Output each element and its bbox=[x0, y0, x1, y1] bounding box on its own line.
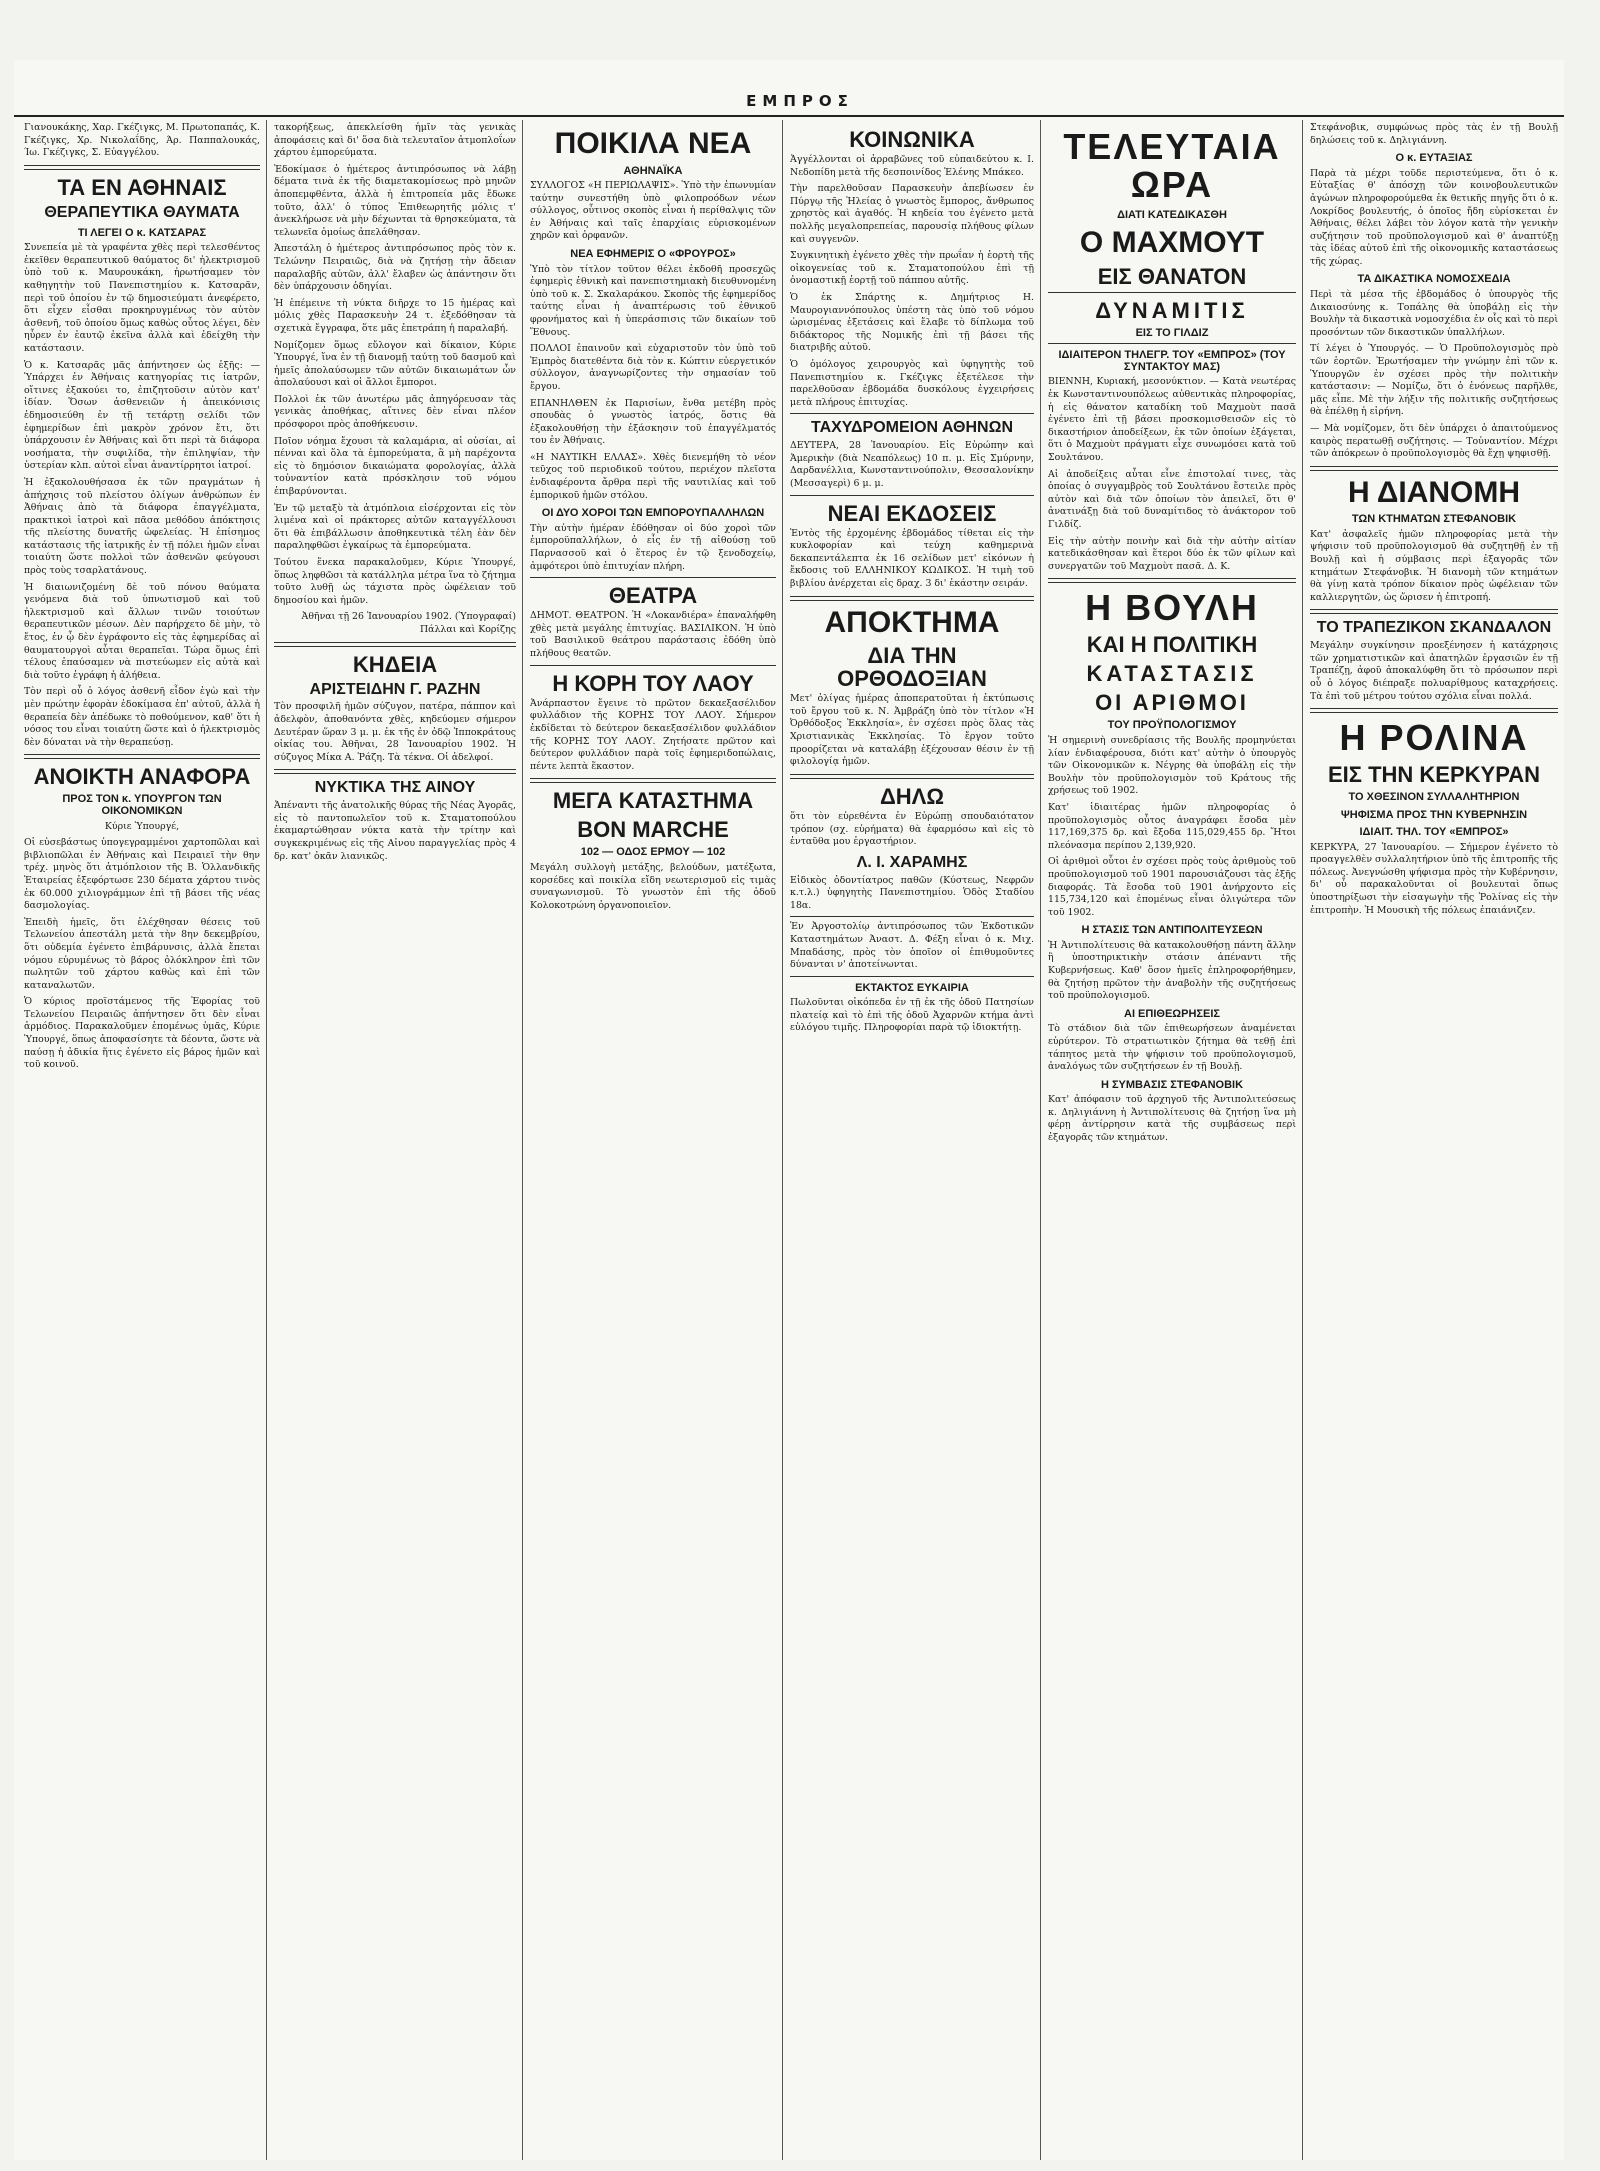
column-5 bbox=[1048, 122, 1296, 2157]
masthead: ΕΜΠΡΟΣ bbox=[746, 92, 854, 110]
article-text: Ἀπεστάλη ὁ ἡμέτερος ἀντιπρόσωπος πρὸς τὸν κ. Τελώνην Πειραιῶς, διὰ νὰ ζητήσῃ τὴν ἄδειαν παραλαβῆς αὐτῶν, ἀλλ' ἔλαβεν ὡς ἀπάντησιν ὅτι δὲν ὑπάρχουσιν ὁδηγίαι. bbox=[274, 243, 516, 293]
headline: ΕΙΣ ΤΗΝ ΚΕΡΚΥΡΑΝ bbox=[1327, 761, 1541, 787]
article-text: Ἡ διαιωνιζομένη δὲ τοῦ πόνου θαύματα γενόμενα διὰ τοῦ ὑπνωτισμοῦ καὶ τοῦ ἠλεκτρισμοῦ καὶ ἄλλων τινῶν τοιούτων θεραπευτικῶν μέσων. Δὲν παρήρχετο δὲ μὴν, τὸ ἔτος, ἐν ᾧ δὲν ἐγράφοντο εἰς τὰς ἐφημερίδας αἱ θαυματουργοὶ αὗται θεραπεῖαι. Τώρα ὅμως ἐπὶ τέλους ἐπαύσαμεν νὰ πιστεύωμεν εἰς αὐτὰ καὶ διὰ τοῦτο ἐγράφη ἡ ἀλήθεια. bbox=[24, 581, 260, 681]
article-text: Ἐντὸς τῆς ἐρχομένης ἑβδομάδος τίθεται εἰς τὴν κυκλοφορίαν καὶ τεύχη καθημερινὰ δεκαπεντάλεπτα ἐκ 16 σελίδων μετ' εἰκόνων ἡ ἔκδοσις τοῦ ΕΛΛΗΝΙΚΟΥ ΚΩΔΙΚΟΣ. Ἡ τιμὴ τοῦ βιβλίου ἀνέρχεται εἰς δραχ. 3 δι' ἑκάστην σειράν. bbox=[790, 527, 1034, 590]
headline: ΤΑΧΥΔΡΟΜΕΙΟΝ ΑΘΗΝΩΝ bbox=[810, 419, 1013, 437]
subheading: ΤΑ ΔΙΚΑΣΤΙΚΑ ΝΟΜΟΣΧΕΔΙΑ bbox=[1357, 273, 1511, 286]
subheading: ΨΗΦΙΣΜΑ ΠΡΟΣ ΤΗΝ ΚΥΒΕΡΝΗΣΙΝ bbox=[1340, 808, 1528, 821]
article-text: Οἱ ἀριθμοὶ οὗτοι ἐν σχέσει πρὸς τοὺς ἀριθμοὺς τοῦ προϋπολογισμοῦ τοῦ 1901 παρουσιάζουσι τὰς ἑξῆς διαφοράς. Τὰ ἔσοδα τοῦ 1901 ἀνήρχοντο εἰς 115,734,120 καὶ ἑπομένως εἶναι ὀλιγώτερα τῶν τοῦ 1902. bbox=[1048, 856, 1296, 918]
divider bbox=[1310, 609, 1558, 614]
article-text: Ὁ ὁμόλογος χειρουργὸς καὶ ὑφηγητὴς τοῦ Πανεπιστημίου κ. Γκέζιγκς ἐξετέλεσε τὴν παρελθοῦσαν ἑβδομάδα δυσκόλους ἐγχειρήσεις μετὰ πλήρους ἐπιτυχίας. bbox=[790, 359, 1034, 408]
article-text: Οἱ εὐσεβάστως ὑπογεγραμμένοι χαρτοπῶλαι καὶ βιβλιοπῶλαι ἐν Ἀθήναις καὶ Πειραιεῖ τὴν θην τρέχ. μηνὸς ὅτι ἀτμόπλοιον τῆς Β. Ὁλλανδικῆς Ἑταιρείας ἐξεφόρτωσε 230 δέματα χάρτου τινὸς ἐκ 60.000 χιλιογράμμων ἐπὶ τῇ βάσει τῆς νέας δασμολογίας. bbox=[24, 837, 260, 912]
column-6 bbox=[1310, 122, 1558, 2157]
subheading: Η ΣΥΜΒΑΣΙΣ ΣΤΕΦΑΝΟΒΙΚ bbox=[1100, 1078, 1244, 1091]
article-text: ΔΕΥΤΕΡΑ, 28 Ἰανουαρίου. Εἰς Εὐρώπην καὶ Ἀμερικὴν (διὰ Νεαπόλεως) 10 π. μ. Εἰς Σμύρνην, Δαρδανέλλια, Κωνσταντινούπολιν, Θεσσαλονίκην (Μεσσαγερὶ) 6 μ. μ. bbox=[790, 440, 1034, 489]
article-text: Μεγάλη συλλογὴ μετάξης, βελούδων, ματέξωτα, κορσέδες καὶ ποικίλα εἴδη νεωτερισμοῦ εἰς τιμὰς συναγωνισμοῦ. Τὸ γνωστὸν ἐπὶ τῆς ὁδοῦ Κολοκοτρώνη ὀργανοποιεῖον. bbox=[530, 862, 776, 911]
article-text: Κύριε Ὑπουργέ, bbox=[104, 820, 180, 832]
article-text: Ἐν Ἀργοστολίῳ ἀντιπρόσωπος τῶν Ἐκδοτικῶν Καταστημάτων Ἀναστ. Δ. Φέξη εἶναι ὁ κ. Μιχ. Μπαδάσης, πρὸς τὸν ὁποῖον οἱ ἐπιθυμοῦντες δύνανται ν' ἀποτείνωνται. bbox=[790, 921, 1034, 971]
article-text: Ποῖον νόημα ἔχουσι τὰ καλαμάρια, αἱ οὐσίαι, αἱ πένναι καὶ ὅλα τὰ ἐμπορεύματα, ἃ μὴ παρέχοντα εἰς τὸ δημόσιον δικαιώματα φορολογίας, ἀλλὰ τοὐναντίον κατὰ πρόσκλησιν τοῦ νόμου ἐπιβαρύνονται. bbox=[274, 435, 516, 498]
article-text: Ἡ σημερινὴ συνεδρίασις τῆς Βουλῆς προμηνύεται λίαν ἐνδιαφέρουσα, διότι κατ' αὐτὴν ὁ ὑπουργὸς τῶν Οἰκονομικῶν κ. Νέγρης θὰ ὑποβάλῃ εἰς τὴν Βουλὴν τὸν προϋπολογισμὸν τοῦ Κράτους τῆς χρήσεως τοῦ 1902. bbox=[1048, 735, 1296, 797]
subheading: ΙΔΙΑΙΤ. ΤΗΛ. ΤΟΥ «ΕΜΠΡΟΣ» bbox=[1359, 826, 1509, 839]
article-text: Ὁ ἐκ Σπάρτης κ. Δημήτριος Η. Μαυρογιαννόπουλος ὑπέστη τὰς ὑπὸ τοῦ νόμου ὡρισμένας ἐξετάσεις καὶ ἔλαβε τὸ δίπλωμα τοῦ διδάκτορος τῆς Νομικῆς ἐπὶ τῇ βάσει τῆς διατριβῆς αὐτοῦ. bbox=[790, 292, 1034, 354]
article-text: Ὑπὸ τὸν τίτλον τοῦτον θέλει ἐκδοθῆ προσεχῶς ἐφημερὶς ἐθνικὴ καὶ πανεπιστημιακὴ διευθυνομένη ὑπὸ τοῦ κ. Σ. Σκαλαράκου. Σκοπὸς τῆς ἐφημερίδος ταύτης εἶναι ἡ ἀναπτέρωσις τοῦ ἐθνικοῦ φρονήματος καὶ ἡ ὑπεράσπισις τῶν δικαίων τοῦ Ἔθνους. bbox=[530, 263, 776, 338]
headline: ΟΙ ΑΡΙΘΜΟΙ bbox=[1095, 690, 1249, 716]
article-text: Περὶ τὰ μέσα τῆς ἑβδομάδος ὁ ὑπουργὸς τῆς Δικαιοσύνης κ. Τοπάλης θὰ ὑποβάλῃ εἰς τὴν Βουλὴν τὰ δικαστικὰ νομοσχέδια ἐν οἷς καὶ τὸ περὶ προσόντων τῶν δικαστικῶν ὑπαλλήλων. bbox=[1310, 289, 1558, 338]
subheading: 102 — ΟΔΟΣ ΕΡΜΟΥ — 102 bbox=[580, 846, 726, 859]
column-divider bbox=[1040, 120, 1041, 2160]
headline: ΘΕΑΤΡΑ bbox=[608, 583, 698, 609]
divider bbox=[530, 778, 776, 783]
divider bbox=[790, 774, 1034, 779]
divider bbox=[530, 577, 776, 578]
headline: ΜΕΓΑ ΚΑΤΑΣΤΗΜΑ bbox=[552, 788, 754, 814]
article-text: ΣΥΛΛΟΓΟΣ «Η ΠΕΡΙΩΛΑΨΙΣ». Ὑπὸ τὴν ἐπωνυμίαν ταύτην συνεστήθη ὑπὸ φιλοπροόδων νέων σύλλογος, οὗτινος σκοπὸς εἶναι ἡ περίθαλψις τῶν ἐν Ἀθήναις καὶ ταῖς ἐπαρχίαις εὑρισκομένων χηρῶν καὶ ὀρφανῶν. bbox=[530, 180, 776, 242]
headline: ΤΟ ΤΡΑΠΕΖΙΚΟΝ ΣΚΑΝΔΑΛΟΝ bbox=[1316, 619, 1552, 637]
article-text: ΠΟΛΛΟΙ ἐπαινοῦν καὶ εὐχαριστοῦν τὸν ὑπὸ τοῦ Ἐμπρὸς διατεθέντα διὰ τὸν κ. Κώπτιν εὐεργετικόν σύλλογον, ἀναγνωρίζοντες τὴν σημασίαν τοῦ ἔργου. bbox=[530, 343, 776, 392]
article-text: τακορήξεως, ἀπεκλείσθη ἡμῖν τὰς γενικὰς ἀποφάσεις καὶ δι' ὅσα διὰ τελευταῖον ἀτμοπλοΐων χάρτου ἐμπορεύματα. bbox=[274, 122, 516, 159]
divider bbox=[790, 413, 1034, 414]
headline: Η ΔΙΑΝΟΜΗ bbox=[1347, 475, 1521, 509]
article-text: ὅτι τὸν εὑρεθέντα ἐν Εὐρώπῃ σπουδαιότατον τρόπον (σχ. εὑρήματα) θὰ ἐφαρμόσω καὶ εἰς τὸ ἐνταῦθα μου ἐργαστήριον. bbox=[790, 810, 1034, 848]
article-text: Μετ' ὀλίγας ἡμέρας ἀποπερατοῦται ἡ ἐκτύπωσις τοῦ ἔργου τοῦ κ. Ν. Ἀμβράζη ὑπὸ τὸν τίτλον «Ἡ Ὀρθόδοξος Ἐκκλησία», ἐν σχέσει πρὸς ὅλας τὰς Χριστιανικὰς Ἐκκλησίας. Τὸ ἔργον τοῦτο προορίζεται νὰ καταλάβῃ ἐξέχουσαν θέσιν ἐν τῇ φιλολογίᾳ ἡμῶν. bbox=[790, 693, 1034, 768]
article-text: ΕΠΑΝΗΛΘΕΝ ἐκ Παρισίων, ἔνθα μετέβη πρὸς σπουδὰς ὁ γνωστὸς ἰατρός, ὅστις θὰ ἐξακολουθήσῃ τὴν ἐξάσκησιν τοῦ ἐπαγγέλματός του ἐν Ἀθήναις. bbox=[530, 397, 776, 447]
article-text: Κατ' ἀσφαλεῖς ἡμῶν πληροφορίας μετὰ τὴν ψήφισιν τοῦ προϋπολογισμοῦ θὰ συζητηθῇ ἐν τῇ Βουλῇ καὶ ἡ σύμβασις περὶ ἐξαγορᾶς τῶν κτημάτων Στεφάνοβικ. Ἡ διανομὴ τῶν κτημάτων θὰ γίνῃ κατὰ τρόπον δίκαιον πρὸς ὠφέλειαν τῶν καλλιεργητῶν, ὡς ὥρισεν ἡ ἐπιτροπή. bbox=[1310, 528, 1558, 603]
article-text: Στεφάνοβικ, συμφώνως πρὸς τὰς ἐν τῇ Βουλῇ δηλώσεις τοῦ κ. Δηλιγιάννη. bbox=[1310, 122, 1558, 146]
article-text: Τί λέγει ὁ Ὑπουργός. — Ὁ Προϋπολογισμὸς πρὸ τῶν ἑορτῶν. Ἐρωτήσαμεν τὴν γνώμην ἐπὶ τῶν κ. Ὑπουργῶν ἐν σχέσει πρὸς τὴν πολιτικὴν κατάστασιν: — Νομίζω, ὅτι ὁ ἐνόνεως παρῆλθε, μᾶς εἶπε. Μὲ τὴν λήξιν τῆς πολιτικῆς συζητήσεως θὰ ἐπέλθῃ ἡ εἰρήνη. bbox=[1310, 343, 1558, 418]
headline: ΚΑΙ Η ΠΟΛΙΤΙΚΗ bbox=[1086, 632, 1258, 658]
column-3 bbox=[530, 122, 776, 2157]
headline: ΝΕΑΙ ΕΚΔΟΣΕΙΣ bbox=[827, 500, 997, 526]
divider bbox=[1048, 343, 1296, 344]
article-text: Συνεπεία μὲ τὰ γραφέντα χθὲς περὶ τελεσθέντος ἐκεῖθεν θεραπευτικοῦ θαύματος δι' ἠλεκτρισμοῦ ὑπὸ τοῦ κ. Μαυρουκάκη, ἠρωτήσαμεν τὸν καθηγητὴν τοῦ Πανεπιστημίου κ. Κατσαρᾶν, περὶ τοῦ ὁποίου ἐν τῷ δημοσιεύματι ἀνεφέρετο, ὅτι εἶχεν εἶσθαι προκηρυγμένως τὸν αὐτὸν ἀσθενῆ, τοῦ ὁποίου ὅμως καθὼς οὗτος λέγει, δὲν ηὗρεν ἐν ἑαυτῷ ἐκεῖνα ἀλλὰ καὶ ἐδείχθη τὴν κατάστασιν. bbox=[24, 242, 260, 354]
subheading: ΙΔΙΑΙΤΕΡΟΝ ΤΗΛΕΓΡ. ΤΟΥ «ΕΜΠΡΟΣ» (ΤΟΥ ΣΥΝΤΑΚΤΟΥ ΜΑΣ) bbox=[1058, 349, 1286, 373]
article-text: Ὁ κύριος προϊστάμενος τῆς Ἐφορίας τοῦ Τελωνείου Πειραιῶς ἀπήντησεν ὅτι δὲν εἶναι ἁρμόδιος. Παρακαλοῦμεν ἑπομένως ὑμᾶς, Κύριε Ὑπουργέ, ὅπως ἀποφασίσητε τὰ δέοντα, ὥστε νὰ παύσῃ ἡ ἀδικία ἥτις ἐγένετο εἰς βάρος ἡμῶν καὶ τοῦ κοινοῦ. bbox=[24, 996, 260, 1071]
divider bbox=[790, 495, 1034, 496]
column-divider bbox=[266, 120, 267, 2160]
article-text: Ἐπειδὴ ἡμεῖς, ὅτι ἐλέχθησαν θέσεις τοῦ Τελωνείου ἀπεστάλη μετὰ τὴν 8ην δεκεμβρίου, ὅτι οὐδεμία ἐγένετο ἐπιβάρυνσις, ἀλλὰ ἔπεται νόμου εὐρυμένως τὸ βάρος ὁλόκληρον ἐπὶ τῶν πωλητῶν τοῦ χάρτου καθὼς καὶ ἐπὶ τῶν καταναλωτῶν. bbox=[24, 916, 260, 991]
subheading: ΤΟ ΧΘΕΣΙΝΟΝ ΣΥΛΛΑΛΗΤΗΡΙΟΝ bbox=[1348, 791, 1520, 804]
subheading: ΤΩΝ ΚΤΗΜΑΤΩΝ ΣΤΕΦΑΝΟΒΙΚ bbox=[1351, 513, 1517, 526]
divider bbox=[1048, 292, 1296, 293]
subheading: ΝΕΑ ΕΦΗΜΕΡΙΣ Ο «ΦΡΟΥΡΟΣ» bbox=[570, 248, 736, 261]
article-text: Τὸν προσφιλῆ ἡμῶν σύζυγον, πατέρα, πάππον καὶ ἀδελφὸν, ἀποθανόντα χθὲς, κηδεύομεν σήμερον Δευτέραν ὥραν 3 μ. μ. ἐκ τῆς ἐν ὁδῷ Ἱπποκράτους οἰκίας του. Ἀθῆναι, 28 Ἰανουαρίου 1902. Ἡ σύζυγος Μίκα Α. Ῥάζη. Τὰ τέκνα. Οἱ ἀδελφοί. bbox=[274, 701, 516, 763]
subheading: Ο κ. ΕΥΤΑΞΙΑΣ bbox=[1395, 152, 1473, 165]
divider bbox=[1048, 578, 1296, 583]
article-text: — Μὰ νομίζομεν, ὅτι δὲν ὑπάρχει ὁ ἀπαιτούμενος καιρὸς περατωθῇ συζήτησις. — Τοὐναντίον. Μέχρι τῶν ἀπόκρεων ὁ προϋπολογισμὸς θὰ ἔχῃ ψηφισθῇ. bbox=[1310, 422, 1558, 460]
divider bbox=[1310, 708, 1558, 713]
divider bbox=[274, 642, 516, 647]
divider bbox=[24, 754, 260, 759]
divider bbox=[790, 976, 1034, 977]
headline: ΔΗΛΩ bbox=[879, 783, 944, 809]
article-text: Γιανουκάκης, Χαρ. Γκέζιγκς, Μ. Πρωτοπαπάς, Κ. Γκέζιγκς, Χρ. Νικολαΐδης, Άρ. Παππαλουκάς, Ίω. Γκέζιγκς, Σ. Εὐαγγέλου. bbox=[24, 122, 260, 159]
article-text: Τὸ στάδιον διὰ τῶν ἐπιθεωρήσεων ἀναμένεται εὐρύτερον. Τὸ στρατιωτικὸν ζήτημα θὰ τεθῇ ἐπὶ τάπητος μετὰ τὴν ψήφισιν τοῦ προϋπολογισμοῦ, ἀναλόγως τῶν συζητήσεων ἐν τῇ Βουλῇ. bbox=[1048, 1023, 1296, 1073]
article-text: Πολλοὶ ἐκ τῶν ἀνωτέρω μᾶς ἀπηγόρευσαν τὰς γενικὰς ἀποθήκας, αἵτινες δὲν εἶναι πλέον πρόσφοροι πρὸς ἀποθήκευσιν. bbox=[274, 393, 516, 431]
article-text: Παρὰ τὰ μέχρι τοῦδε περιστεύμενα, ὅτι ὁ κ. Εὐταξίας θ' ἀπόσχῃ τῶν κοινοβουλευτικῶν ἀγώνων πληροφορούμεθα ἐκ θετικῆς πηγῆς ὅτι ὁ κ. Λοκρίδος βουλευτής, ὁ ὁποῖος ἤδη εὑρίσκεται ἐν Ἀθήναις, θέλει λάβει τὸν λόγον κατὰ τὴν γενικὴν συζήτησιν τοῦ προϋπολογισμοῦ καὶ θ' ἀναπτύξῃ τὰς ἰδέας αὐτοῦ ἐπὶ τῆς οἰκονομικῆς καταστάσεως τῆς χώρας. bbox=[1310, 167, 1558, 267]
article-text: Νομίζομεν ὅμως εὔλογον καὶ δίκαιον, Κύριε Ὑπουργέ, ἵνα ἐν τῇ διανομῇ ταύτῃ τοῦ δασμοῦ καὶ ἡμεῖς ἀπολαύσωμεν τῶν αὐτῶν δικαιωμάτων ὧν ἀπολαύουσι καὶ οἱ ἄλλοι ἔμποροι. bbox=[274, 339, 516, 389]
article-text: «Η ΝΑΥΤΙΚΗ ΕΛΛΑΣ». Χθὲς διενεμήθη τὸ νέον τεῦχος τοῦ περιοδικοῦ τούτου, περιέχον πλεῖστα ἐνδιαφέροντα ἄρθρα περὶ τῆς ναυτιλίας καὶ τοῦ ἐμπορικοῦ ἡμῶν στόλου. bbox=[530, 451, 776, 501]
article-text: ΚΕΡΚΥΡΑ, 27 Ἰανουαρίου. — Σήμερον ἐγένετο τὸ προαγγελθὲν συλλαλητήριον ὑπὸ τῆς ἐπιτροπῆς τῆς πόλεως. Ἀνεγνώσθη ψήφισμα πρὸς τὴν Κυβέρνησιν, δι' οὗ παρακαλοῦνται οἱ βουλευταὶ ὅπως ὑποστηρίξωσι τὴν εἰσαγωγὴν τῆς Ῥολίνας εἰς τὴν ἐπιτροπὴν. Ἡ Μουσικὴ τῆς πόλεως ἐπαιάνιζεν. bbox=[1310, 841, 1558, 916]
subheading: ΔΙΑΤΙ ΚΑΤΕΔΙΚΑΣΘΗ bbox=[1117, 208, 1227, 221]
headline: ΚΗΔΕΙΑ bbox=[352, 651, 438, 677]
article-text: Πωλοῦνται οἰκόπεδα ἐν τῇ ἐκ τῆς ὁδοῦ Πατησίων πλατείᾳ καὶ τὸ ἐπὶ τῆς ὁδοῦ Ἀχαρνῶν κτήμα ἀντὶ εὐλόγου τιμῆς. Πληροφορίαι παρὰ τῷ ἰδιοκτήτῃ. bbox=[790, 997, 1034, 1034]
article-text: Αἱ ἀποδείξεις αὗται εἶνε ἐπιστολαί τινες, τὰς ὁποίας ὁ συγγαμβρὸς τοῦ Σουλτάνου ἔστειλε πρὸς αὐτὸν καὶ διὰ τῶν ὁποίων τὸν ἀπειλεῖ, ὅτι θ' ἀνατινάξῃ διὰ τοῦ δυναμίτιδος τὸ ἀνάκτορον τοῦ Γιλδίζ. bbox=[1048, 468, 1296, 530]
article-text: Ἡ ἐπέμεινε τὴ νύκτα διῆρχε το 15 ἡμέρας καὶ μόλις χθὲς Παρασκευὴν 24 τ. ἐξεδόθησαν τὰ σχετικὰ ἔγγραφα, ὅτε μᾶς ἐπετράπη ἡ παραλαβή. bbox=[274, 297, 516, 334]
subheading: ΑΙ ΕΠΙΘΕΩΡΗΣΕΙΣ bbox=[1124, 1007, 1220, 1020]
article-text: Τὴν παρελθοῦσαν Παρασκευὴν ἀπεβίωσεν ἐν Πύργῳ τῆς Ἠλείας ὁ γνωστὸς ἔμπορος, ἄνθρωπος χρηστὸς καὶ ἀγαθός. Ἡ κηδεία του ἐγένετο μετὰ πολλῆς μεγαλοπρεπείας, παρουσίᾳ πλήθους φίλων καὶ συγγενῶν. bbox=[790, 183, 1034, 245]
article-text: Εἰς τὴν αὐτὴν ποινὴν καὶ διὰ τὴν αὐτὴν αἰτίαν κατεδικάσθησαν καὶ ἕτεροι δύο ἐκ τῶν φίλων καὶ συνεργατῶν τοῦ Μαχμοὺτ πασᾶ. Δ. Κ. bbox=[1048, 535, 1296, 572]
article-text: Μεγάλην συγκίνησιν προεξένησεν ἡ κατάχρησις τῶν χρηματιστικῶν καὶ ἀπατηλῶν ἐργασιῶν ἐν τῇ Τραπέζῃ, ἀφοῦ ἀποκαλύφθη ὅτι τὸ πρόσωπον περὶ οὗ ὁ λόγος διέπραξε πολυαρίθμους καταχρήσεις. Τὰ ἐπὶ τοῦ μέτρου τούτου σχόλια εἶναι πολλά. bbox=[1310, 640, 1558, 702]
subheading: ΤΙ ΛΕΓΕΙ Ο κ. ΚΑΤΣΑΡΑΣ bbox=[77, 226, 207, 239]
column-divider bbox=[1302, 120, 1303, 2160]
divider bbox=[1310, 466, 1558, 471]
column-1 bbox=[24, 122, 260, 2157]
headline: ΔΥΝΑΜΙΤΙΣ bbox=[1095, 297, 1249, 323]
column-2 bbox=[274, 122, 516, 2157]
column-divider bbox=[522, 120, 523, 2160]
article-text: Ἀνάρπαστον ἔγεινε τὸ πρῶτον δεκαεξασέλιδον φυλλάδιον τῆς ΚΟΡΗΣ ΤΟΥ ΛΑΟΥ. Σήμερον ἐκδίδεται τὸ δεύτερον δεκαεξασέλιδον φυλλάδιον τῆς ΚΟΡΗΣ ΤΟΥ ΛΑΟΥ. Ζητήσατε πρῶτον καὶ δεύτερον φυλλάδιον παρὰ τοῖς ἐφημεριδοπώλαις, πέντε λεπτὰ ἕκαστον. bbox=[530, 697, 776, 772]
subheading: ΟΙ ΔΥΟ ΧΟΡΟΙ ΤΩΝ ΕΜΠΟΡΟΥΠΑΛΛΗΛΩΝ bbox=[541, 507, 765, 520]
headline: ΚΑΤΑΣΤΑΣΙΣ bbox=[1086, 661, 1258, 687]
headline: Η ΡΟΛΙΝΑ bbox=[1339, 717, 1529, 759]
headline: ΘΕΡΑΠΕΥΤΙΚΑ ΘΑΥΜΑΤΑ bbox=[44, 203, 240, 221]
article-text: Κατ' ἀπόφασιν τοῦ ἀρχηγοῦ τῆς Ἀντιπολιτεύσεως κ. Δηλιγιάννη ἡ Ἀντιπολίτευσις θὰ ζητήσῃ ἵνα μὴ φέρῃ ἀντίρρησιν κατὰ τῆς συμβάσεως περὶ ἐξαγορᾶς τῶν κτημάτων. bbox=[1048, 1094, 1296, 1144]
column-4 bbox=[790, 122, 1034, 2157]
article-text: Ὁ κ. Κατσαρᾶς μᾶς ἀπήντησεν ὡς ἑξῆς: — Ὑπάρχει ἐν Ἀθήναις κατηγορίας τις ἰατρῶν, οἵτινες ἐξακούει το, ἐπιζητοῦσιν αὐτὸν κατ' ἰδίαν. Ὅσων ἀσθενειῶν ἡ ἀπεικόνισις ἐδημοσιεύθη ἐν τῇ τετάρτῃ σελίδι τῶν ἐφημερίδων ἐπὶ μακρὸν χρόνον ἔτι, ὅτι ὑπάρχουσιν ἐν Ἀθήναις καὶ ὅτι περὶ τὰ διάφορα νοσήματα, τὴν συφιλίδα, τὴν ἐπιληψίαν, τὴν ὑστερίαν κλπ. αὐτοὶ εἶναι ἀναντίρρητοι ἰατροί. bbox=[24, 359, 260, 472]
subheading: ΕΚΤΑΚΤΟΣ ΕΥΚΑΙΡΙΑ bbox=[855, 981, 969, 994]
divider bbox=[790, 596, 1034, 601]
subheading: ΤΟΥ ΠΡΟΫΠΟΛΟΓΙΣΜΟΥ bbox=[1107, 719, 1237, 732]
article-text: ΒΙΕΝΝΗ, Κυριακή, μεσονύκτιον. — Κατὰ νεωτέρας ἐκ Κωνσταντινουπόλεως αὐθεντικὰς πληροφορίας, ἡ εἰς θάνατον καταδίκη τοῦ Μαχμοὺτ πασᾶ ἐγένετο ἐπὶ τῇ βάσει προσκομισθεισῶν εἰς τὸ δικαστήριον ἀποδείξεων, ἐκ τῶν ὁποίων ἐξάγεται, ὅτι ὁ Μαχμοὺτ πράγματι εἶχε συνωμόσει κατὰ τοῦ Σουλτάνου. bbox=[1048, 376, 1296, 464]
headline: ΔΙΑ ΤΗΝ ΟΡΘΟΔΟΞΙΑΝ bbox=[837, 643, 987, 692]
headline: ΑΡΙΣΤΕΙΔΗΝ Γ. ΡΑΖΗΝ bbox=[309, 680, 481, 698]
subheading: ΠΡΟΣ ΤΟΝ κ. ΥΠΟΥΡΓΟΝ ΤΩΝ ΟΙΚΟΝΟΜΙΚΩΝ bbox=[62, 793, 222, 818]
headline: BON MARCHE bbox=[577, 817, 729, 843]
subheading: ΕΙΣ ΤΟ ΓΙΛΔΙΖ bbox=[1135, 326, 1209, 339]
article-text: Τούτου ἕνεκα παρακαλοῦμεν, Κύριε Ὑπουργέ, ὅπως ληφθῶσι τὰ κατάλληλα μέτρα ἵνα τὸ ζήτημα τοῦτο λυθῇ ὡς τάχιστα πρὸς ὠφέλειαν τοῦ δημοσίου καὶ ἡμῶν. bbox=[274, 557, 516, 606]
headline: Ο ΜΑΧΜΟΥΤ bbox=[1079, 226, 1265, 260]
headline: ΚΟΙΝΩΝΙΚΑ bbox=[849, 127, 975, 152]
article-text: Τὸν περὶ οὗ ὁ λόγος ἀσθενῆ εἶδον ἐγὼ καὶ τὴν μὲν πρώτην ἐφορὰν ἐδοκίμασα ἐπ' αὐτοῦ, ἀλλὰ ἡ θεραπεία δὲν ἀπέδωκε τὸ ποθούμενον, καθ' ὅτι ἡ νόσος του εἶναι τοιαύτη ὥστε καὶ ὁ ἠλεκτρισμὸς δὲν δύναται νὰ τὴν θεραπεύσῃ. bbox=[24, 686, 260, 748]
divider bbox=[790, 916, 1034, 917]
column-divider bbox=[782, 120, 783, 2160]
article-text: Κατ' ἰδιαιτέρας ἡμῶν πληροφορίας ὁ προϋπολογισμὸς οὗτος ἀναγράφει ἔσοδα μὲν 117,169,375 δρ. καὶ ἔξοδα 115,029,455 δρ. Ἤτοι πλεόνασμα περίπου 2,139,920. bbox=[1048, 801, 1296, 851]
divider bbox=[274, 769, 516, 774]
divider bbox=[24, 165, 260, 170]
article-text: Ἀθῆναι τῇ 26 Ἰανουαρίου 1902. (Ὑπογραφαί) Πάλλαι καὶ Κορίζης bbox=[301, 611, 516, 635]
headline: Η ΒΟΥΛΗ bbox=[1085, 587, 1259, 629]
article-text: Τὴν αὐτὴν ἡμέραν ἐδόθησαν οἱ δύο χοροὶ τῶν ἐμποροϋπαλλήλων, ὁ εἷς ἐν τῇ αἰθούσῃ τοῦ Παρνασσοῦ καὶ ὁ ἕτερος ἐν τῷ ξενοδοχείῳ, ἀμφότεροι ὑπὸ ἐπιτυχίαν πλήρη. bbox=[530, 522, 776, 572]
masthead-rule bbox=[14, 115, 1564, 117]
article-text: Εἰδικὸς ὀδοντίατρος παθῶν (Κύστεως, Νεφρῶν κ.τ.λ.) ὑφηγητὴς Πανεπιστημίου. Ὁδὸς Σταδίου 18α. bbox=[790, 874, 1034, 911]
headline: ΑΝΟΙΚΤΗ ΑΝΑΦΟΡΑ bbox=[33, 764, 251, 790]
subheading: Η ΣΤΑΣΙΣ ΤΩΝ ΑΝΤΙΠΟΛΙΤΕΥΣΕΩΝ bbox=[1081, 924, 1263, 937]
subheading: ΑΘΗΝΑΪΚΑ bbox=[623, 164, 683, 177]
headline: Η ΚΟΡΗ ΤΟΥ ΛΑΟΥ bbox=[552, 670, 754, 696]
article-text: Ἀγγέλλονται οἱ ἀρραβῶνες τοῦ εὐπαιδεύτου κ. Ι. Νεδοπίδη μετὰ τῆς δεσποινίδος Ἑλένης Μπάκεο. bbox=[790, 154, 1034, 178]
headline: ΕΙΣ ΘΑΝΑΤΟΝ bbox=[1097, 263, 1247, 289]
article-text: ΔΗΜΟΤ. ΘΕΑΤΡΟΝ. Ἡ «Λοκανδιέρα» ἐπαναλήφθη χθὲς μετὰ μεγάλης ἐπιτυχίας. ΒΑΣΙΛΙΚΟΝ. Ἡ ὑπὸ τοῦ Βασιλικοῦ θεάτρου παράστασις ἐδόθη ὑπὸ πλήθους θεατῶν. bbox=[530, 610, 776, 660]
article-text: Ἐδοκίμασε ὁ ἡμέτερος ἀντιπρόσωπος νὰ λάβῃ δέματα τινὰ ἐκ τῆς διαμετακομίσεως πρὸ μηνῶν ἀποπεμφθέντα, ἀλλὰ ἡ ἐπιτροπεία μᾶς ἔδωκε τοῦτο, ἀλλ' ὁ τύπος Ἐπιθεωρητῆς μόλις τ' ἀνεκλήρωσε νὰ μὴν δέχωνται τὰ θρησκεύματα, τὰ τελωνεῖα ὁμοίως ἀπελάθησαν. bbox=[274, 163, 516, 238]
article-text: Ἡ Ἀντιπολίτευσις θὰ κατακολουθήσῃ πάντη ἄλλην ἢ ὑποστηρικτικὴν στάσιν ἀπέναντι τῆς Κυβερνήσεως. Καθ' ὅσον ἡμεῖς ἐπληροφορήθημεν, θὰ ζητήσῃ πρῶτον τὴν ἀναβολὴν τῆς συζητήσεως τοῦ προϋπολογισμοῦ. bbox=[1048, 939, 1296, 1002]
article-text: Ἀπέναντι τῆς ἀνατολικῆς θύρας τῆς Νέας Ἀγορᾶς, εἰς τὸ παντοπωλεῖον τοῦ κ. Σταματοπούλου ἐκαμαρτώθησαν νύκτα κατὰ τὴν τρίτην καὶ συγκεκριμένως εἰς τῆς Αἰνου παραγγελίας πρὸς 4 δρ. κατ' ὀκᾶν λιανικῶς. bbox=[274, 800, 516, 862]
headline: ΤΑ ΕΝ ΑΘΗΝΑΙΣ bbox=[57, 174, 227, 200]
headline: ΤΕΛΕΥΤΑΙΑ ΩΡΑ bbox=[1063, 126, 1281, 205]
article-text: Ἐν τῷ μεταξὺ τὰ ἀτμόπλοια εἰσέρχονται εἰς τὸν λιμένα καὶ οἱ πράκτορες αὐτῶν καταγγέλλουσι ὅτι θὰ ἐπιβάλλωσιν ἀποθηκευτικὰ τέλη ἐὰν δὲν παραληφθῶσι ἐγκαίρως τὰ ἐμπορεύματα. bbox=[274, 502, 516, 552]
article-text: Ἡ ἐξακολουθήσασα ἐκ τῶν πραγμάτων ἡ ἀπήχησις τοῦ πλείστου ὀλίγων ἀνθρώπων ἐν Ἀθήναις ἀπὸ τὰ διάφορα ἐπαγγέλματα, πρακτικοὶ ἰατροὶ καὶ πᾶσα μεθόδου ἀπόκτησις τῆς πλείστης δυνατῆς ὠφελείας. Ἡ ἐπίσημος κατάστασις τῆς ἰατρικῆς ἐν τῇ πόλει ἡμῶν εἶναι τοιαύτη ὥστε πολλοὶ τῶν ἀσθενῶν φεύγουσι πρὸς τοὺς τσαρλατάνους. bbox=[24, 476, 260, 577]
headline: ΑΠΟΚΤΗΜΑ bbox=[824, 605, 1000, 639]
headline: ΝΥΚΤΙΚΑ ΤΗΣ ΑΙΝΟΥ bbox=[314, 779, 476, 797]
article-text: Συγκινητικὴ ἐγένετο χθὲς τὴν πρωΐαν ἡ ἑορτὴ τῆς οἰκογενείας τοῦ κ. Σταματοπούλου ἐπὶ τῇ ὀνομαστικῇ ἑορτῇ τοῦ πάππου αὐτῆς. bbox=[790, 250, 1034, 287]
headline: ΠΟΙΚΙΛΑ ΝΕΑ bbox=[554, 127, 752, 160]
headline: Λ. Ι. ΧΑΡΑΜΗΣ bbox=[856, 853, 968, 871]
divider bbox=[530, 665, 776, 666]
